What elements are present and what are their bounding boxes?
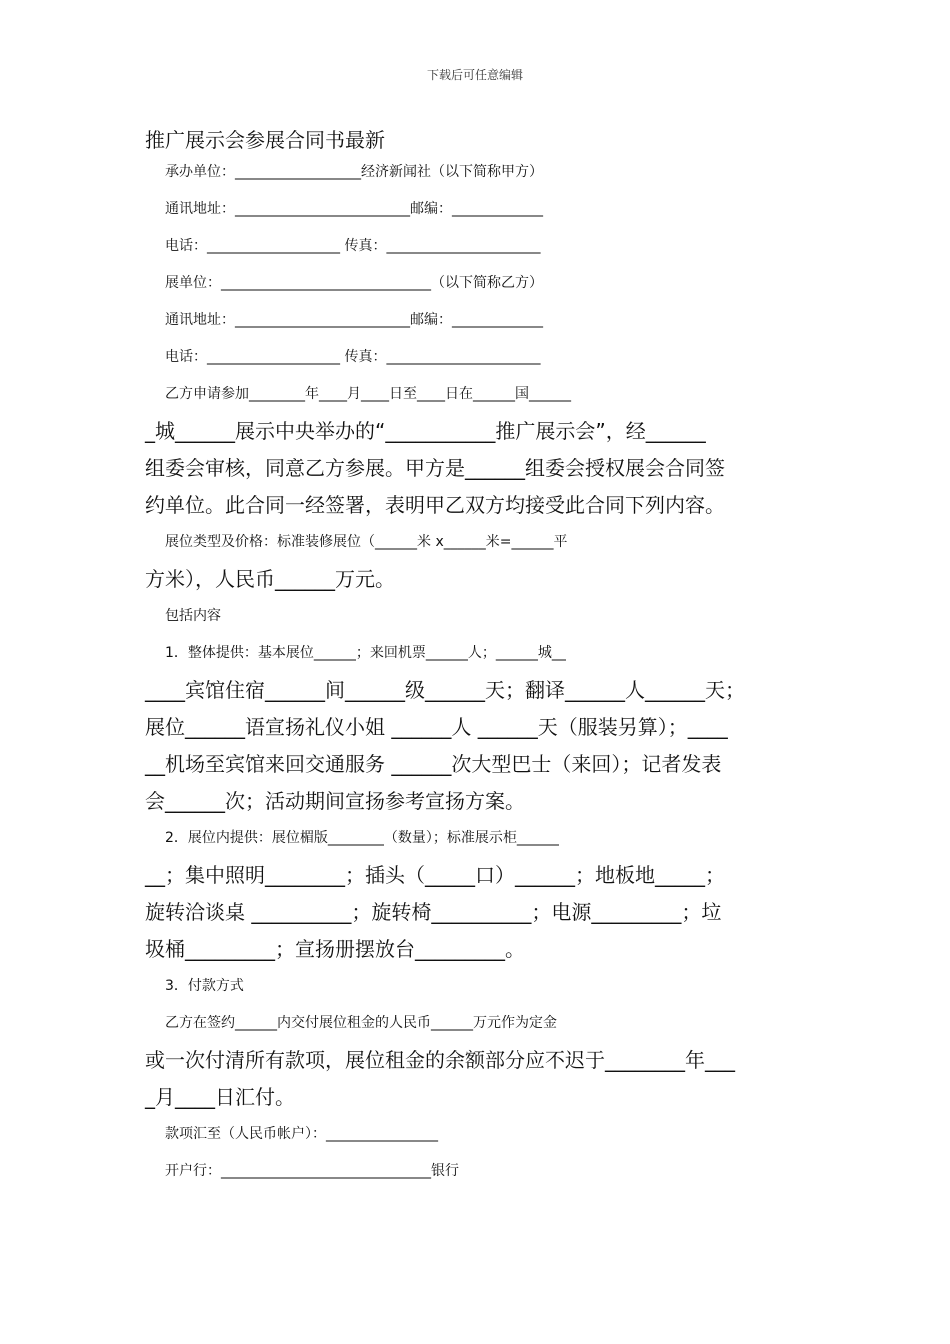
text-line: 通讯地址：_________________________邮编：_____________ [165,312,543,328]
text-line: 包括内容 [165,608,221,624]
text-line: 款项汇至（人民币帐户）：________________ [165,1126,438,1142]
text-line: 会______次；活动期间宣扬参考宣扬方案。 [145,789,525,813]
text-line: 乙方申请参加________年____月____日至____日在______国______ [165,386,571,402]
contract-body [145,154,815,1190]
text-line: 电话：___________________ 传真：______________________ [165,238,541,254]
text-line: 方米），人民币______万元。 [145,567,395,591]
text-line: 组委会审核，同意乙方参展。甲方是______组委会授权展会合同签 [145,456,725,480]
text-line: 1．整体提供：基本展位______；来回机票______人；______城__ [165,645,566,661]
text-line: 约单位。此合同一经签署，表明甲乙双方均接受此合同下列内容。 [145,493,725,517]
text-line: ____宾馆住宿______间______级______天；翻译______人______天； [145,678,745,702]
text-line: 展单位：______________________________（以下简称乙方） [165,275,543,291]
page-header: 下载后可任意编辑 [426,68,523,82]
text-line: __机场至宾馆来回交通服务 ______次大型巴士（来回）；记者发表 [145,752,722,776]
text-line: 展位类型及价格：标准装修展位（______米 x______米=______平 [165,534,568,550]
text-line: _城______展示中央举办的“___________推广展示会”，经______ [145,419,706,443]
text-line: 承办单位：__________________经济新闻社（以下简称甲方） [165,164,543,180]
text-line: 旋转洽谈桌 __________；旋转椅__________；电源_________；垃 [145,900,722,924]
text-line: __；集中照明________；插头（_____口）______；地板地_____； [145,863,725,887]
document-title: 推广展示会参展合同书最新 [145,128,385,152]
text-line: 开户行：______________________________银行 [165,1163,459,1179]
text-line: _月____日汇付。 [145,1085,295,1109]
text-line: 圾桶_________；宣扬册摆放台_________。 [145,937,525,961]
text-line: 2．展位内提供：展位楣版________（数量）；标准展示柜______ [165,830,559,846]
text-line: 乙方在签约______内交付展位租金的人民币______万元作为定金 [165,1015,557,1031]
text-line: 展位______语宣扬礼仪小姐 ______人 ______天（服装另算）；____ [145,715,728,739]
text-line: 3．付款方式 [165,978,244,994]
text-line: 或一次付清所有款项，展位租金的余额部分应不迟于________年___ [145,1048,735,1072]
text-line: 通讯地址：_________________________邮编：_____________ [165,201,543,217]
text-line: 电话：___________________ 传真：______________________ [165,349,541,365]
